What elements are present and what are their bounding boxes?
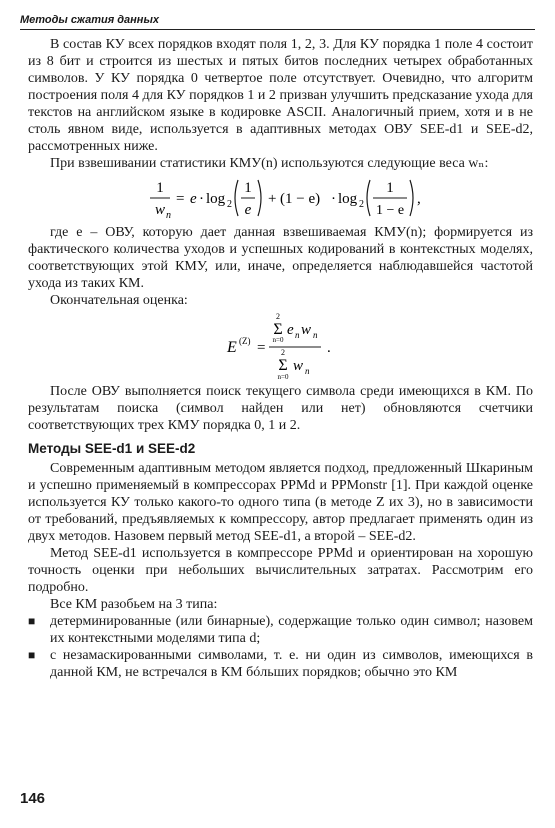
formula-text: , [416,191,421,207]
formula-weight [28,172,533,224]
formula-text: n=0 [272,336,283,344]
bullet-list [28,613,533,681]
formula-text: log [205,191,225,207]
formula-text: (Z) [238,336,250,346]
formula-text: Σ [277,357,288,374]
formula-text: · [198,191,204,207]
paren-right [410,180,413,216]
list-item [28,613,533,647]
section-heading: Методы SEE-d1 и SEE-d2 [28,441,196,456]
formula-weight-svg [136,172,426,224]
formula-text: = [256,340,265,356]
bullet-icon: ■ [28,648,36,662]
formula-text: 2 [275,312,280,321]
paragraph-final-estimate-intro: Окончательная оценка: [50,293,188,308]
paragraph-ku-fields: В состав КУ всех порядков входят поля 1, 2, 3. Для КУ порядка 1 поле 4 состоит из 8 бит и строится из шестых и пятых битов последних четырех обработанных символов. У КУ порядка 0 четвертое поле отсутствует. Очевидно, что алгоритм построения поля 4 для КУ порядков 1 и 2 призван улучшить предсказание ухода для текстов на английском языке в кодировке ASCII. Аналогичный прием, хотя и в не столь явном виде, используется в адаптивных методах ОВУ SEE-d1 и SEE-d2, рассмотренных ниже. [28,37,533,154]
paragraph-weights-intro: При взвешивании статистики КМУ(n) используются следующие веса wₙ: [50,156,489,171]
formula-text: = [175,191,184,207]
formula-text: 2 [280,348,285,357]
formula-final-svg [221,309,341,383]
formula-text: e [286,322,294,338]
formula-text: 1 [155,180,164,196]
formula-text: 2 [226,199,232,210]
paren-left [367,180,370,216]
running-head: Методы сжатия данных [20,14,535,30]
formula-text: Σ [272,321,283,338]
formula-text: 1 [385,180,394,196]
formula-text: + [267,191,276,207]
formula-text: . [326,340,331,356]
formula-text: log [337,191,357,207]
formula-text: n [312,330,317,340]
formula-text: 1 [243,180,252,196]
page-number: 146 [20,790,46,807]
formula-text: 2 [358,199,364,210]
formula-text: (1 − e) [279,191,320,207]
formula-text: w [300,322,311,338]
paren-right [258,180,261,216]
paren-left [235,180,238,216]
formula-text: E [226,339,237,356]
paragraph-after-ovu: После ОВУ выполняется поиск текущего символа среди имеющихся в КМ. По результатам поиска (символ найден или нет) обновляются счетчики соответствующих трех КМУ порядка 0, 1 и 2. [28,384,533,433]
bullet-icon: ■ [28,614,36,628]
paragraph-see-d1: Метод SEE-d1 используется в компрессоре PPMd и ориентирован на хорошую точность оценки при небольших вычислительных затратах. Рассмотрим его подробно. [28,546,533,595]
page-body [28,36,533,681]
formula-text: n [304,366,309,376]
paragraph-km-types: Все КМ разобьем на 3 типа: [50,597,218,612]
formula-text: w [292,358,303,374]
formula-text: w [154,202,165,218]
formula-final [28,309,533,383]
list-item-text: с незамаскированными символами, т. е. ни один из символов, имеющихся в данной КМ, не встречался в КМ бóльших порядков; обычно это КМ [50,648,533,680]
formula-text: n=0 [277,373,288,381]
paragraph-adaptive-method: Современным адаптивным методом является подход, предложенный Шкариным и успешно применяемый в компрессорах PPMd и PPMonstr [1]. При каждой оценке используется КУ только какого-то одного типа (в методе Z их 3), но в зависимости от требований, предъявляемых к компрессору, автор предлагает применять один из двух методов. Назовем первый метод SEE-d1, а второй – SEE-d2. [28,461,533,544]
formula-text: e [189,191,197,207]
formula-text: 1 − e [375,203,404,218]
paragraph-e-definition: где e – ОВУ, которую дает данная взвешиваемая КМУ(n); формируется из фактического количества уходов и успешных кодирований в контекстных моделях, соответствующих этой КМУ, или, иначе, определяется наблюдавшейся частотой ухода из таких КМ. [28,225,533,291]
formula-text: e [244,202,251,218]
formula-text: · [330,191,336,207]
list-item-text: детерминированные (или бинарные), содержащие только один символ; назовем их контекстными моделями типа d; [50,614,533,646]
formula-text: n [294,330,299,340]
formula-text: n [165,210,171,221]
list-item [28,647,533,681]
